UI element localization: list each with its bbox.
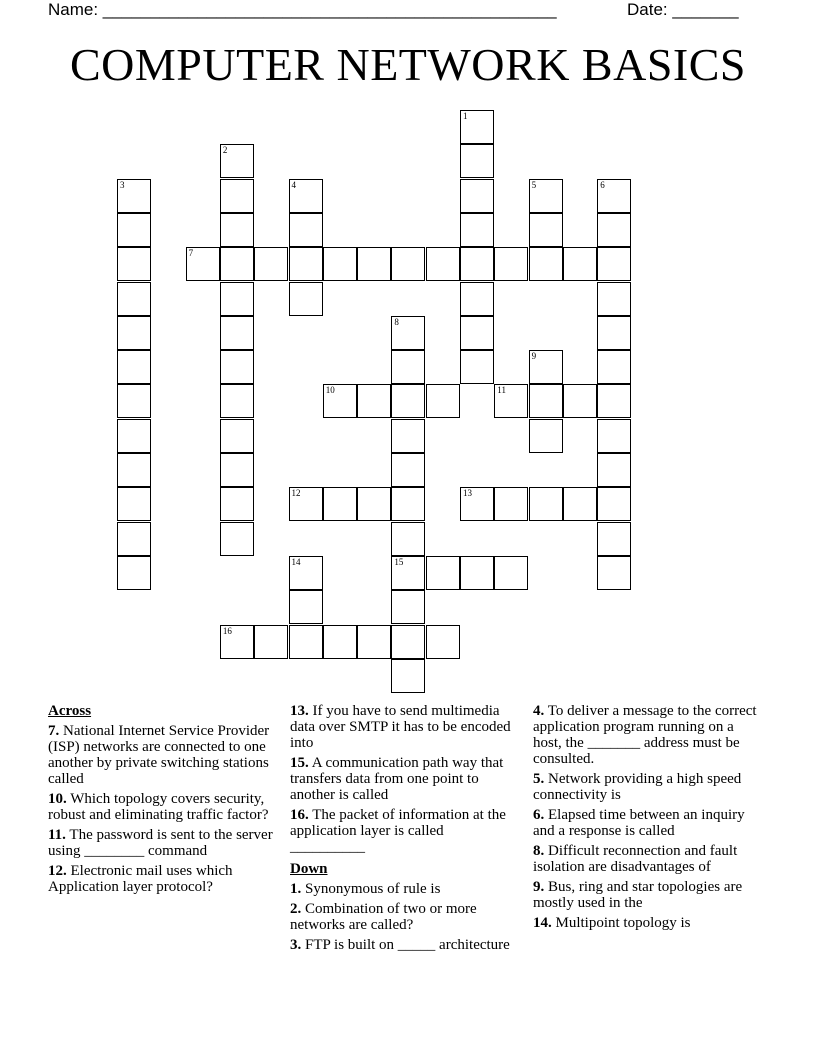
grid-cell[interactable] bbox=[220, 522, 254, 556]
grid-cell[interactable] bbox=[597, 179, 631, 213]
grid-cell[interactable] bbox=[117, 522, 151, 556]
grid-cell[interactable] bbox=[391, 384, 425, 418]
grid-cell[interactable] bbox=[117, 282, 151, 316]
clue-number: 10 bbox=[325, 385, 335, 396]
grid-cell[interactable] bbox=[597, 419, 631, 453]
clue-number: 3 bbox=[120, 179, 125, 190]
grid-cell[interactable] bbox=[117, 316, 151, 350]
grid-cell[interactable] bbox=[117, 487, 151, 521]
grid-cell[interactable] bbox=[391, 247, 425, 281]
grid-cell[interactable] bbox=[563, 384, 597, 418]
clue bbox=[290, 703, 522, 751]
grid-cell[interactable] bbox=[597, 487, 631, 521]
grid-cell[interactable] bbox=[460, 487, 494, 521]
grid-cell[interactable] bbox=[391, 659, 425, 693]
grid-cell[interactable] bbox=[460, 350, 494, 384]
grid-cell[interactable] bbox=[117, 419, 151, 453]
grid-cell[interactable] bbox=[426, 556, 460, 590]
grid-cell[interactable] bbox=[323, 247, 357, 281]
grid-cell[interactable] bbox=[426, 384, 460, 418]
grid-cell[interactable] bbox=[426, 247, 460, 281]
clue-label: 4. bbox=[533, 703, 545, 719]
clue-text: Elapsed time between an inquiry and a response is called bbox=[533, 807, 745, 839]
grid-cell[interactable] bbox=[117, 384, 151, 418]
clue-label: 7. bbox=[48, 723, 60, 739]
grid-cell[interactable] bbox=[460, 247, 494, 281]
clue-number: 5 bbox=[531, 179, 537, 190]
clue-text: Bus, ring and star topologies are mostly used in the bbox=[533, 879, 743, 911]
clue bbox=[290, 937, 522, 953]
grid-cell[interactable] bbox=[391, 590, 425, 624]
clue-number: 7 bbox=[188, 248, 194, 259]
grid-cell[interactable] bbox=[563, 487, 597, 521]
grid-cell[interactable] bbox=[289, 213, 323, 247]
clue-number: 8 bbox=[394, 316, 399, 327]
clue-label: 16. bbox=[290, 807, 309, 823]
grid-cell[interactable] bbox=[186, 247, 220, 281]
clue bbox=[533, 771, 765, 803]
clue-number: 1 bbox=[463, 111, 468, 121]
grid-cell[interactable] bbox=[597, 556, 631, 590]
clue-number: 9 bbox=[531, 351, 537, 362]
clue-number: 13 bbox=[463, 488, 472, 499]
clue-section-heading: Down bbox=[290, 861, 328, 877]
grid-cell[interactable] bbox=[289, 625, 323, 659]
clue-text: Combination of two or more networks are called? bbox=[290, 901, 477, 933]
clue-label: 12. bbox=[48, 863, 67, 879]
grid-cell[interactable] bbox=[597, 384, 631, 418]
clue-label: 6. bbox=[533, 807, 545, 823]
grid-cell[interactable] bbox=[220, 213, 254, 247]
grid-cell[interactable] bbox=[460, 179, 494, 213]
grid-cell[interactable] bbox=[220, 487, 254, 521]
grid-cell[interactable] bbox=[220, 144, 254, 178]
clue-label: 8. bbox=[533, 843, 545, 859]
grid-cell[interactable] bbox=[460, 213, 494, 247]
grid-cell[interactable] bbox=[460, 282, 494, 316]
clue bbox=[290, 755, 522, 803]
grid-cell[interactable] bbox=[563, 247, 597, 281]
clue-number: 15 bbox=[394, 556, 404, 567]
grid-cell[interactable] bbox=[460, 316, 494, 350]
clue-label: 11. bbox=[48, 827, 66, 843]
grid-cell[interactable] bbox=[117, 556, 151, 590]
clue bbox=[290, 881, 522, 897]
grid-cell[interactable] bbox=[357, 247, 391, 281]
clue-text: National Internet Service Provider (ISP) networks are connected to one another by private switching stations called bbox=[48, 723, 270, 787]
clue-text: Network providing a high speed connectivity is bbox=[533, 771, 742, 803]
clue bbox=[48, 791, 280, 823]
grid-cell[interactable] bbox=[220, 384, 254, 418]
grid-cell[interactable] bbox=[289, 247, 323, 281]
grid-cell[interactable] bbox=[529, 384, 563, 418]
clue-text: To deliver a message to the correct application program running on a host, the _______ address must be consulted. bbox=[533, 703, 757, 767]
grid-cell[interactable] bbox=[597, 453, 631, 487]
grid-cell[interactable] bbox=[529, 419, 563, 453]
grid-cell[interactable] bbox=[597, 213, 631, 247]
grid-cell[interactable] bbox=[391, 625, 425, 659]
clue bbox=[290, 901, 522, 933]
grid-cell[interactable] bbox=[254, 247, 288, 281]
grid-cell[interactable] bbox=[220, 350, 254, 384]
clue-text: Multipoint topology is bbox=[555, 915, 691, 931]
grid-cell[interactable] bbox=[391, 419, 425, 453]
grid-cell[interactable] bbox=[494, 487, 528, 521]
grid-cell[interactable] bbox=[357, 625, 391, 659]
grid-cell[interactable] bbox=[529, 213, 563, 247]
grid-cell[interactable] bbox=[597, 247, 631, 281]
grid-cell[interactable] bbox=[117, 453, 151, 487]
clue-number: 14 bbox=[291, 556, 301, 567]
grid-cell[interactable] bbox=[460, 110, 494, 144]
grid-cell[interactable] bbox=[391, 316, 425, 350]
clue bbox=[533, 703, 765, 767]
grid-cell[interactable] bbox=[357, 384, 391, 418]
clue-label: 3. bbox=[290, 937, 302, 953]
grid-cell[interactable] bbox=[220, 419, 254, 453]
clue-label: 10. bbox=[48, 791, 67, 807]
grid-cell[interactable] bbox=[220, 282, 254, 316]
clue bbox=[533, 807, 765, 839]
grid-cell[interactable] bbox=[254, 625, 288, 659]
grid-cell[interactable] bbox=[494, 556, 528, 590]
clue-label: 9. bbox=[533, 879, 545, 895]
grid-cell[interactable] bbox=[529, 350, 563, 384]
grid-cell[interactable] bbox=[357, 487, 391, 521]
clue-text: The packet of information at the application layer is called __________ bbox=[290, 807, 506, 855]
clues-column-2 bbox=[290, 703, 522, 957]
grid-cell[interactable] bbox=[289, 487, 323, 521]
grid-cell[interactable] bbox=[117, 179, 151, 213]
clue-text: Synonymous of rule is bbox=[305, 881, 441, 897]
clue-number: 2 bbox=[222, 145, 228, 156]
page-title: COMPUTER NETWORK BASICS bbox=[69, 39, 746, 90]
date-field-line[interactable]: Date: _______ bbox=[627, 0, 739, 19]
grid-cell[interactable] bbox=[323, 625, 357, 659]
grid-cell[interactable] bbox=[323, 384, 357, 418]
clue-text: A communication path way that transfers data from one point to another is called bbox=[290, 755, 504, 803]
clue-label: 14. bbox=[533, 915, 552, 931]
grid-cell[interactable] bbox=[529, 247, 563, 281]
clue-text: Which topology covers security, robust and eliminating traffic factor? bbox=[48, 791, 269, 823]
clue-text: The password is sent to the server using ________ command bbox=[48, 827, 273, 859]
grid-cell[interactable] bbox=[597, 522, 631, 556]
grid-cell[interactable] bbox=[426, 625, 460, 659]
name-field-line[interactable]: Name: ________________________________________________ bbox=[48, 0, 557, 19]
clue-number: 4 bbox=[291, 179, 296, 190]
grid-cell[interactable] bbox=[391, 556, 425, 590]
clue-section-heading: Across bbox=[48, 703, 92, 719]
grid-cell[interactable] bbox=[220, 625, 254, 659]
grid-cell[interactable] bbox=[391, 350, 425, 384]
grid-cell[interactable] bbox=[391, 487, 425, 521]
clue-text: If you have to send multimedia data over SMTP it has to be encoded into bbox=[290, 703, 511, 751]
grid-cell[interactable] bbox=[117, 213, 151, 247]
grid-cell[interactable] bbox=[117, 350, 151, 384]
clue-label: 13. bbox=[290, 703, 309, 719]
clue bbox=[533, 843, 765, 875]
grid-cell[interactable] bbox=[220, 453, 254, 487]
clue-label: 2. bbox=[290, 901, 302, 917]
clue-label: 1. bbox=[290, 881, 302, 897]
grid-cell[interactable] bbox=[529, 179, 563, 213]
grid-cell[interactable] bbox=[289, 179, 323, 213]
grid-cell[interactable] bbox=[391, 453, 425, 487]
grid-cell[interactable] bbox=[220, 316, 254, 350]
clue bbox=[290, 807, 522, 855]
grid-cell[interactable] bbox=[494, 247, 528, 281]
grid-cell[interactable] bbox=[494, 384, 528, 418]
grid-cell[interactable] bbox=[529, 487, 563, 521]
grid-cell[interactable] bbox=[289, 590, 323, 624]
grid-cell[interactable] bbox=[460, 144, 494, 178]
grid-cell[interactable] bbox=[323, 487, 357, 521]
grid-cell[interactable] bbox=[220, 179, 254, 213]
clue-text: Difficult reconnection and fault isolation are disadvantages of bbox=[533, 843, 738, 875]
clue bbox=[48, 827, 280, 859]
clue bbox=[533, 915, 765, 931]
clue-label: 15. bbox=[290, 755, 309, 771]
grid-cell[interactable] bbox=[391, 522, 425, 556]
clue-number: 6 bbox=[600, 179, 605, 190]
grid-cell[interactable] bbox=[597, 316, 631, 350]
clue bbox=[48, 723, 280, 787]
clue bbox=[48, 863, 280, 895]
clue-text: FTP is built on _____ architecture bbox=[305, 937, 510, 953]
grid-cell[interactable] bbox=[289, 556, 323, 590]
clue-label: 5. bbox=[533, 771, 545, 787]
grid-cell[interactable] bbox=[460, 556, 494, 590]
clue-number: 16 bbox=[222, 625, 232, 636]
clue bbox=[533, 879, 765, 911]
grid-cell[interactable] bbox=[597, 282, 631, 316]
clue-text: Electronic mail uses which Application layer protocol? bbox=[48, 863, 233, 895]
clue-number: 12 bbox=[291, 488, 301, 499]
clues-column-1 bbox=[48, 703, 280, 899]
grid-cell[interactable] bbox=[220, 247, 254, 281]
grid-cell[interactable] bbox=[289, 282, 323, 316]
clues-column-3 bbox=[533, 703, 765, 935]
clue-number: 11 bbox=[497, 385, 506, 396]
grid-cell[interactable] bbox=[117, 247, 151, 281]
grid-cell[interactable] bbox=[597, 350, 631, 384]
